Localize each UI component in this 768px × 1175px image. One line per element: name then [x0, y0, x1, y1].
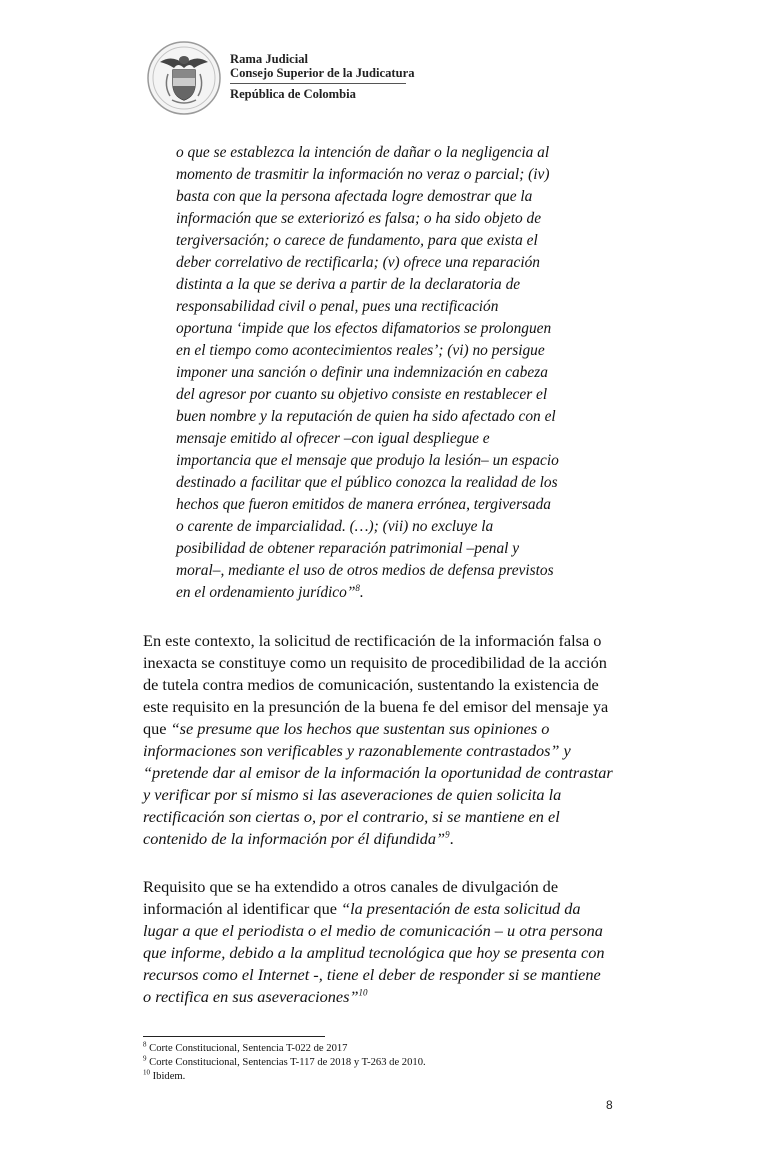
paragraph-line: informaciones son verificables y razonablemente contrastados” y — [143, 741, 571, 760]
quote-line: basta con que la persona afectada logre demostrar que la — [176, 188, 533, 205]
coat-of-arms-seal-icon — [146, 40, 222, 116]
quoted-text: o rectifica en sus aseveraciones” — [143, 987, 359, 1006]
quote-line: importancia que el mensaje que produjo la lesión– un espacio — [176, 452, 559, 469]
quoted-text: “la presentación de esta solicitud da — [341, 899, 581, 918]
quote-line-last — [176, 583, 610, 603]
plain-text: información al identificar que — [143, 899, 342, 918]
quote-line: momento de trasmitir la información no veraz o parcial; (iv) — [176, 166, 550, 183]
footnote-text: Ibidem. — [150, 1071, 186, 1082]
footnote-ref-10: 10 — [358, 987, 368, 998]
institution-name: Rama Judicial — [230, 52, 309, 66]
quote-line: en el tiempo como acontecimientos reales’; (vi) no persigue — [176, 342, 545, 359]
footnote-number: 9 — [143, 1054, 147, 1063]
letterhead-text — [230, 52, 470, 101]
quote-line: moral–, mediante el uso de otros medios de defensa previstos — [176, 562, 554, 579]
quote-line: o que se establezca la intención de dañar o la negligencia al — [176, 144, 550, 161]
quote-line: hechos que fueron emitidos de manera errónea, tergiversada — [176, 496, 552, 513]
quoted-text: contenido de la información por él difundida” — [143, 829, 446, 848]
sentence-end: . — [449, 829, 454, 848]
quote-line: distinta a la que se deriva a partir de la declaratoria de — [176, 276, 521, 293]
quoted-text: “se presume que los hechos que sustentan sus opiniones o — [170, 719, 550, 738]
quote-line: tergiversación; o carece de fundamento, para que exista el — [176, 232, 538, 249]
paragraph-line: este requisito en la presunción de la buena fe del emisor del mensaje ya — [143, 697, 609, 716]
paragraph-line — [143, 987, 643, 1007]
quote-line: mensaje emitido al ofrecer –con igual despliegue e — [176, 430, 490, 447]
paragraph-line — [143, 829, 643, 849]
footnote-10 — [143, 1070, 185, 1084]
paragraph-line: “pretende dar al emisor de la información la oportunidad de contrastar — [143, 763, 613, 782]
footnote-ref-9: 9 — [445, 829, 450, 840]
quote-line: buen nombre y la reputación de quien ha sido afectado con el — [176, 408, 556, 425]
footnote-9 — [143, 1056, 426, 1070]
footnote-8 — [143, 1042, 347, 1056]
quote-text: en el ordenamiento jurídico” — [176, 584, 356, 601]
quote-line: o carente de imparcialidad. (…); (vii) no excluye la — [176, 518, 494, 535]
council-name: Consejo Superior de la Judicatura — [230, 66, 415, 80]
paragraph-line — [143, 719, 643, 739]
paragraph-line: de tutela contra medios de comunicación, sustentando la existencia de — [143, 675, 599, 694]
paragraph-line: y verificar por sí mismo si las aseveraciones de quien solicita la — [143, 785, 562, 804]
quote-line: deber correlativo de rectificarla; (v) ofrece una reparación — [176, 254, 540, 271]
paragraph-line — [143, 899, 643, 919]
paragraph-line: rectificación son ciertas o, por el contrario, si se mantiene en el — [143, 807, 560, 826]
page-number: 8 — [606, 1098, 613, 1112]
quote-line: posibilidad de obtener reparación patrimonial –penal y — [176, 540, 520, 557]
plain-text: que — [143, 719, 171, 738]
quote-line: información que se exteriorizó es falsa; o ha sido objeto de — [176, 210, 542, 227]
paragraph-line: que informe, debido a la amplitud tecnológica que hoy se presenta con — [143, 943, 605, 962]
paragraph-line: Requisito que se ha extendido a otros canales de divulgación de — [143, 877, 559, 896]
footnote-text: Corte Constitucional, Sentencia T-022 de 2017 — [146, 1043, 348, 1054]
quote-line: imponer una sanción o definir una indemnización en cabeza — [176, 364, 548, 381]
quote-line: destinado a facilitar que el público conozca la realidad de los — [176, 474, 558, 491]
paragraph-line: recursos como el Internet -, tiene el deber de responder si se mantiene — [143, 965, 601, 984]
footnote-text: Corte Constitucional, Sentencias T-117 de 2018 y T-263 de 2010. — [146, 1057, 426, 1068]
footnote-separator — [143, 1036, 325, 1037]
paragraph-line: En este contexto, la solicitud de rectificación de la información falsa o — [143, 631, 602, 650]
footnote-ref-8: 8 — [355, 582, 360, 593]
footnote-number: 10 — [143, 1068, 150, 1077]
letterhead-divider — [230, 83, 406, 84]
paragraph-line: inexacta se constituye como un requisito de procedibilidad de la acción — [143, 653, 607, 672]
paragraph-line: lugar a que el periodista o el medio de comunicación – u otra persona — [143, 921, 603, 940]
country-name: República de Colombia — [230, 87, 356, 101]
quote-line: oportuna ‘impide que los efectos difamatorios se prolonguen — [176, 320, 552, 337]
footnote-number: 8 — [143, 1040, 147, 1049]
quote-end: . — [359, 584, 364, 601]
quote-line: responsabilidad civil o penal, pues una rectificación — [176, 298, 499, 315]
quote-line: del agresor por cuanto su objetivo consiste en restablecer el — [176, 386, 548, 403]
